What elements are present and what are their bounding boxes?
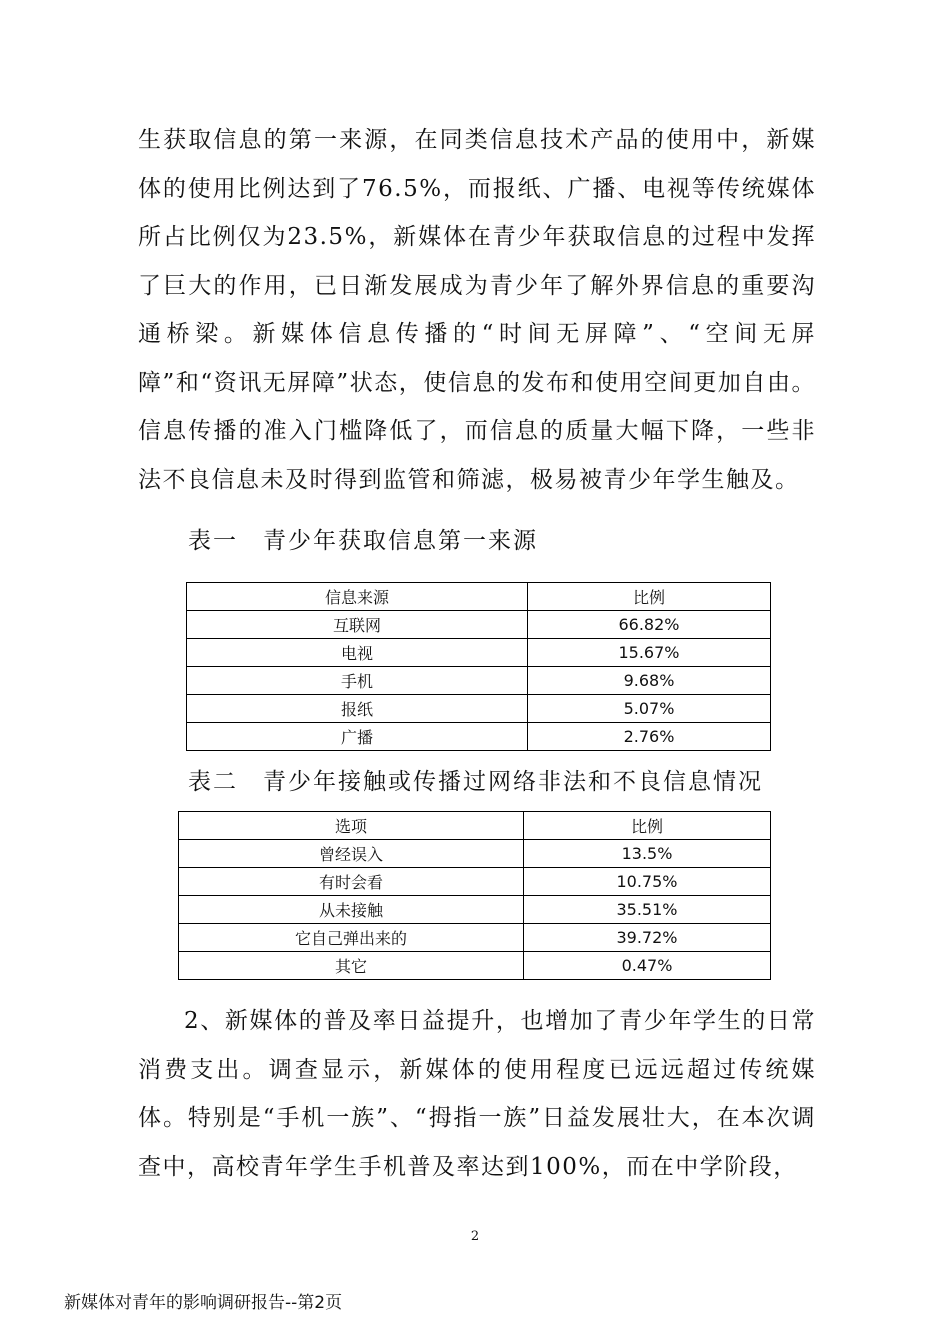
- table-cell: 15.67%: [528, 639, 771, 667]
- table-cell: 互联网: [187, 611, 528, 639]
- table-row: [179, 868, 771, 896]
- table-row: [179, 952, 771, 980]
- document-footer: 新媒体对青年的影响调研报告--第2页: [64, 1293, 343, 1313]
- table-row: [179, 896, 771, 924]
- table-cell: 电视: [187, 639, 528, 667]
- table-caption: 表二 青少年接触或传播过网络非法和不良信息情况: [188, 769, 763, 795]
- table-row: [187, 695, 771, 723]
- body-paragraph: 2、新媒体的普及率日益提升，也增加了青少年学生的日常消费支出。调查显示，新媒体的使用程度已远远超过传统媒体。特别是“手机一族”、“拇指一族”日益发展壮大，在本次调查中，高校青年学生手机普及率达到100%，而在中学阶段，: [138, 1008, 816, 1180]
- header-cell: 比例: [528, 583, 771, 611]
- header-cell: 选项: [179, 812, 524, 840]
- table-cell: 66.82%: [528, 611, 771, 639]
- table-row: [179, 924, 771, 952]
- table-cell: 有时会看: [179, 868, 524, 896]
- table-row: [187, 639, 771, 667]
- table-cell: 2.76%: [528, 723, 771, 751]
- table-cell: 10.75%: [524, 868, 771, 896]
- table-cell: 它自己弹出来的: [179, 924, 524, 952]
- table-cell: 5.07%: [528, 695, 771, 723]
- table-row: [187, 611, 771, 639]
- table-cell: 从未接触: [179, 896, 524, 924]
- header-cell: 比例: [524, 812, 771, 840]
- table-cell: 39.72%: [524, 924, 771, 952]
- table-cell: 其它: [179, 952, 524, 980]
- table-cell: 曾经误入: [179, 840, 524, 868]
- table-row: [187, 723, 771, 751]
- table-row: [187, 667, 771, 695]
- table-cell: 广播: [187, 723, 528, 751]
- table-cell: 手机: [187, 667, 528, 695]
- table-cell: 35.51%: [524, 896, 771, 924]
- header-cell: 信息来源: [187, 583, 528, 611]
- table-cell: 13.5%: [524, 840, 771, 868]
- table-caption: 表一 青少年获取信息第一来源: [188, 528, 538, 554]
- harmful-info-table: [178, 811, 771, 980]
- table-cell: 0.47%: [524, 952, 771, 980]
- info-source-table: [186, 582, 771, 751]
- table-cell: 报纸: [187, 695, 528, 723]
- table-row: [179, 840, 771, 868]
- table-cell: 9.68%: [528, 667, 771, 695]
- body-paragraph: 生获取信息的第一来源，在同类信息技术产品的使用中，新媒体的使用比例达到了76.5%，而报纸、广播、电视等传统媒体所占比例仅为23.5%，新媒体在青少年获取信息的过程中发挥了巨大的作用，已日渐发展成为青少年了解外界信息的重要沟通桥梁。新媒体信息传播的“时间无屏障”、“空间无屏障”和“资讯无屏障”状态，使信息的发布和使用空间更加自由。信息传播的准入门槛降低了，而信息的质量大幅下降，一些非法不良信息未及时得到监管和筛滤，极易被青少年学生触及。: [138, 127, 816, 493]
- table-header-row: [179, 812, 771, 840]
- page-number: 2: [470, 1229, 480, 1244]
- table-header-row: [187, 583, 771, 611]
